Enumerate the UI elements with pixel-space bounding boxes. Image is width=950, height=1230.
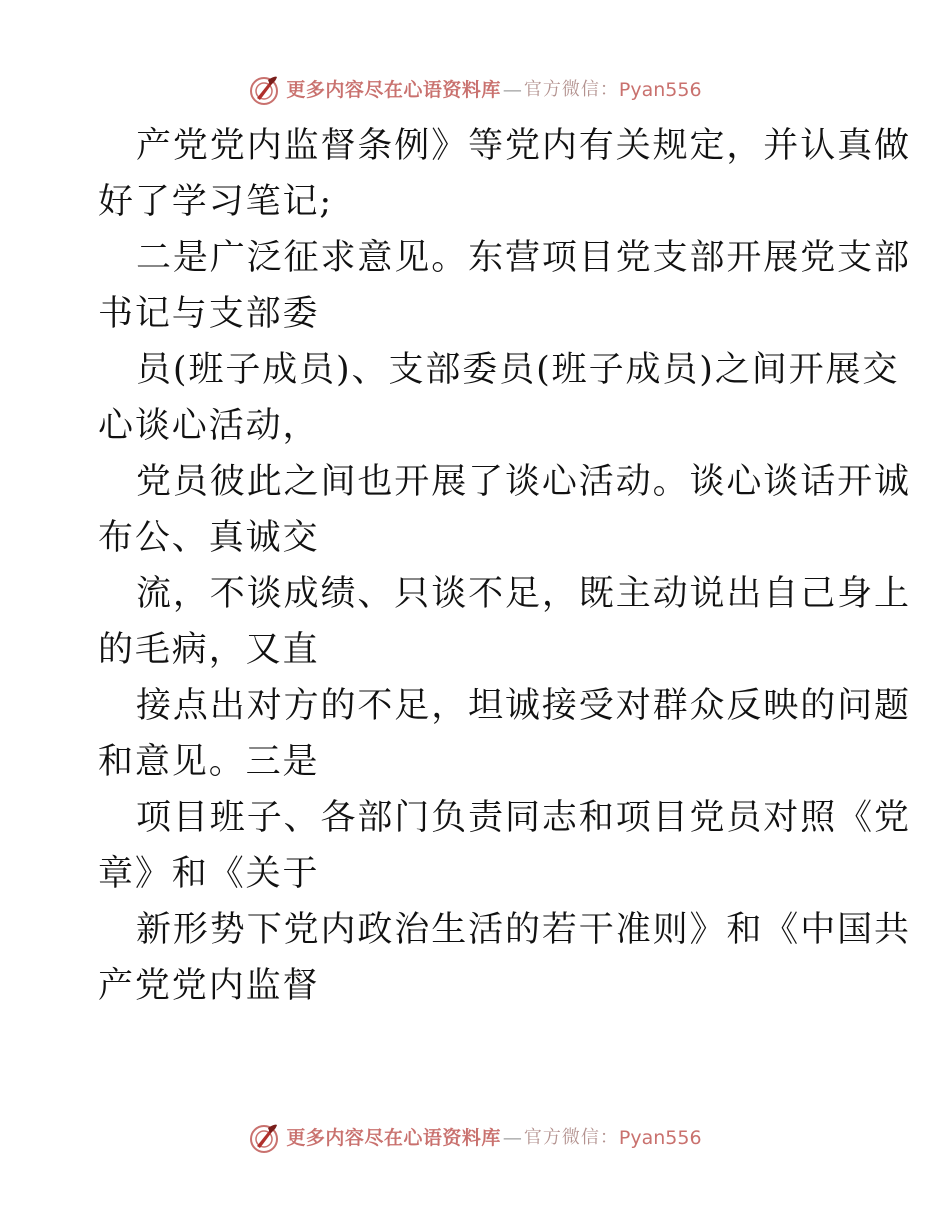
text-line: 布公、真诚交	[98, 518, 320, 558]
footer-dash: —	[502, 1126, 522, 1149]
text-line: 章》和《关于	[98, 854, 320, 894]
header-banner-text	[286, 78, 702, 101]
text-line: 接点出对方的不足，坦诚接受对群众反映的问题	[136, 686, 911, 726]
text-line: 二是广泛征求意见。东营项目党支部开展党支部	[136, 238, 911, 278]
header-banner-inner	[248, 74, 701, 106]
text-line: 书记与支部委	[98, 294, 320, 334]
header-site-name: 更多内容尽在心语资料库	[286, 78, 501, 101]
text-line: 心谈心活动，	[98, 406, 320, 446]
text-line: 新形势下党内政治生活的若干准则》和《中国共	[136, 910, 911, 950]
text-line: 和意见。三是	[98, 742, 320, 782]
footer-banner-text	[286, 1126, 702, 1149]
footer-banner-inner	[248, 1122, 701, 1154]
quill-seal-icon	[248, 1122, 280, 1154]
footer-site-name: 更多内容尽在心语资料库	[286, 1126, 501, 1149]
text-line: 项目班子、各部门负责同志和项目党员对照《党	[136, 798, 911, 838]
header-wechat-label: 官方微信：	[523, 79, 619, 100]
header-wechat-id: Pyan556	[618, 78, 702, 101]
text-line: 员(班子成员)、支部委员(班子成员)之间开展交	[136, 350, 900, 390]
text-line: 产党党内监督条例》等党内有关规定，并认真做	[136, 126, 911, 166]
header-dash: —	[502, 78, 522, 101]
footer-wechat-id: Pyan556	[618, 1126, 702, 1149]
footer-banner	[0, 1118, 950, 1158]
text-line: 的毛病，又直	[98, 630, 320, 670]
document-body	[98, 118, 911, 1014]
header-banner	[0, 70, 950, 110]
text-line: 产党党内监督	[98, 966, 320, 1006]
text-line: 流，不谈成绩、只谈不足，既主动说出自己身上	[136, 574, 911, 614]
text-line: 好了学习笔记;	[98, 182, 334, 222]
quill-seal-icon	[248, 74, 280, 106]
text-line: 党员彼此之间也开展了谈心活动。谈心谈话开诚	[136, 462, 911, 502]
footer-wechat-label: 官方微信：	[523, 1127, 619, 1148]
